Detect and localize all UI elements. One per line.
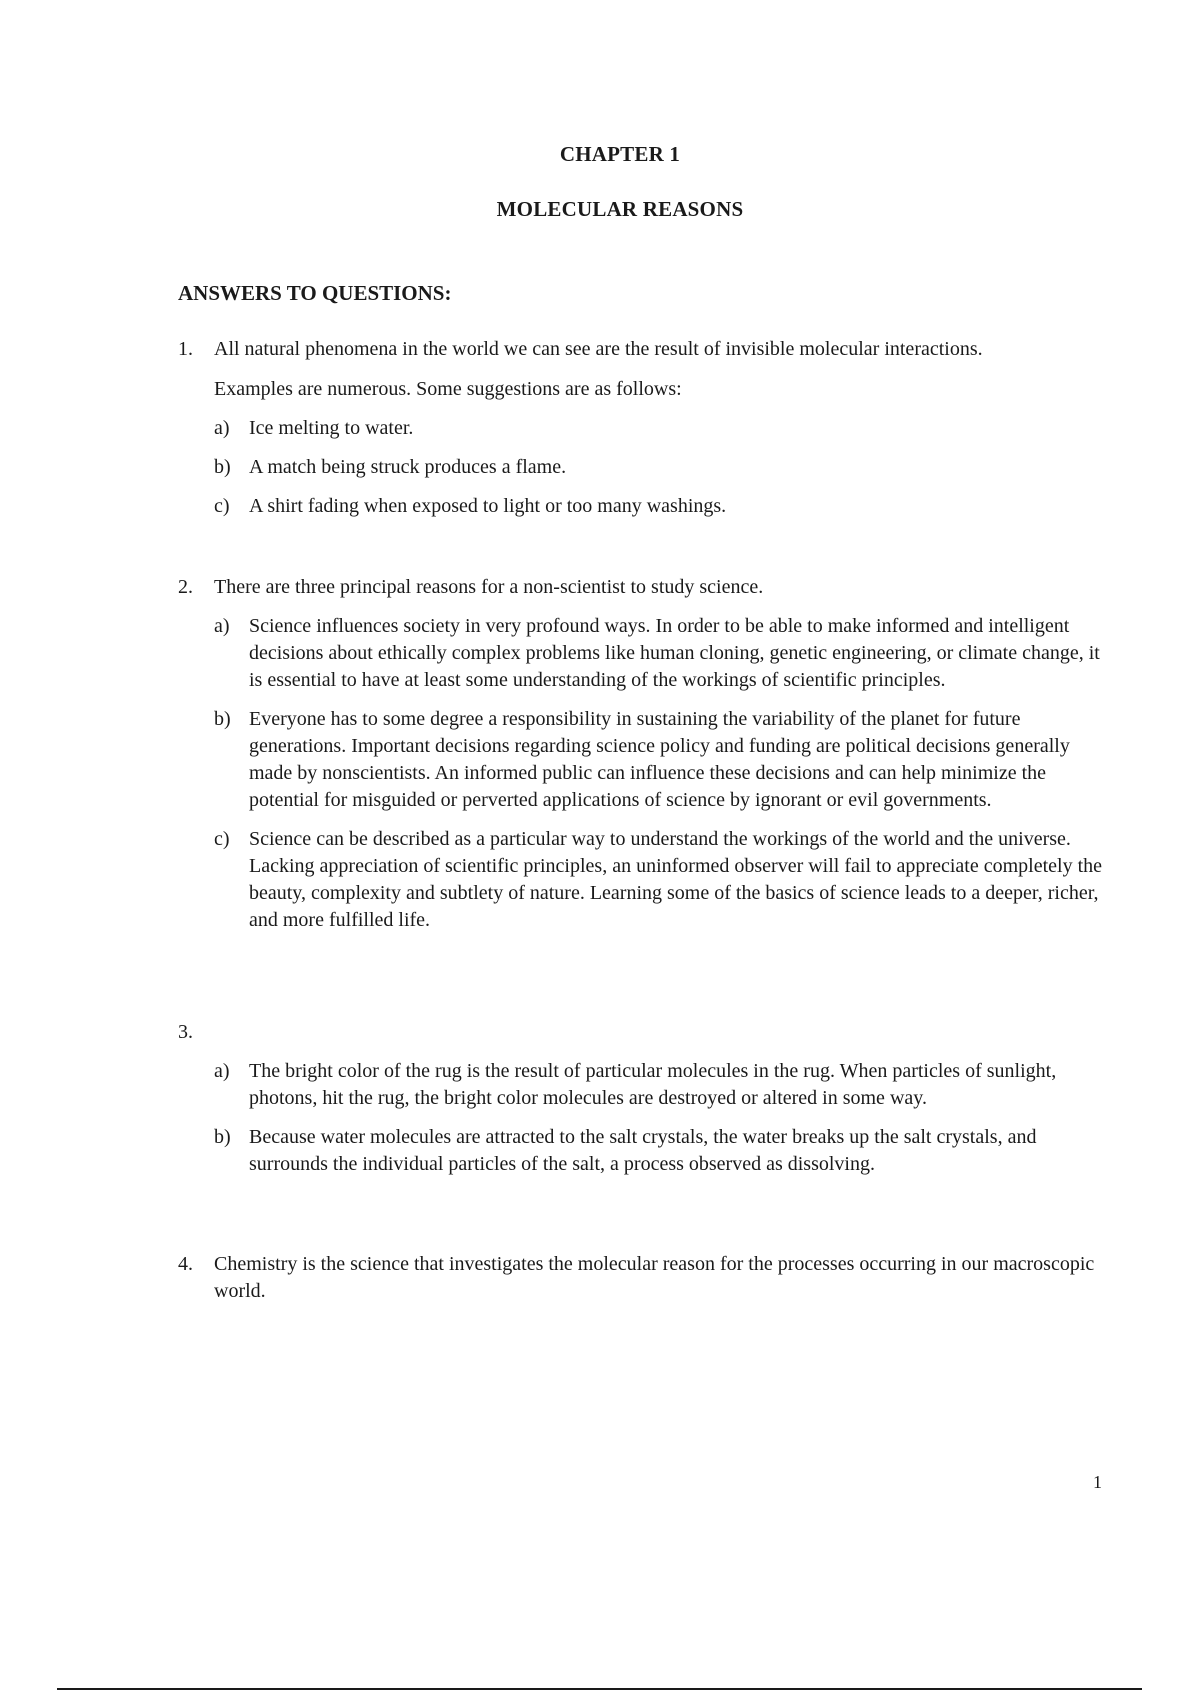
question-number: 2.: [178, 576, 193, 598]
answer-item: [214, 415, 1108, 442]
question-2: [178, 574, 1108, 934]
answer-text: Science can be described as a particular way to understand the workings of the world and the universe. Lacking appreciation of scientific principles, an uninformed observer will fail to appreciate completely the beauty, complexity and subtlety of nature. Learning some of the basics of science leads to a deeper, richer, and more fulfilled life.: [249, 828, 1103, 931]
answer-item: [214, 454, 1108, 481]
answer-letter: b): [214, 1126, 231, 1148]
answer-letter: a): [214, 1060, 230, 1082]
answer-list: [214, 1058, 1108, 1178]
answer-item: [214, 1058, 1108, 1112]
footer-divider: [57, 1688, 1142, 1690]
question-1: [178, 336, 1108, 520]
answer-letter: a): [214, 417, 230, 439]
answer-letter: c): [214, 495, 230, 517]
answer-letter: a): [214, 615, 230, 637]
answer-item: [214, 706, 1108, 814]
answer-item: [214, 826, 1108, 934]
question-number: 4.: [178, 1253, 193, 1275]
section-heading: ANSWERS TO QUESTIONS:: [178, 281, 452, 305]
question-3: [178, 1019, 1108, 1178]
answer-letter: b): [214, 708, 231, 730]
answer-item: [214, 493, 1108, 520]
page-number: 1: [1093, 1472, 1102, 1492]
question-number: 3.: [178, 1021, 193, 1043]
answer-text: Science influences society in very profound ways. In order to be able to make informed and intelligent decisions about ethically complex problems like human cloning, genetic engineering, or climate change, it is essential to have at least some understanding of the workings of scientific principles.: [249, 615, 1100, 691]
answer-text: Because water molecules are attracted to the salt crystals, the water breaks up the salt crystals, and surrounds the individual particles of the salt, a process observed as dissolving.: [249, 1126, 1037, 1175]
question-text: All natural phenomena in the world we can see are the result of invisible molecular interactions.: [214, 338, 983, 360]
answer-item: [214, 613, 1108, 694]
chapter-subtitle: MOLECULAR REASONS: [496, 197, 744, 221]
question-4: [178, 1251, 1108, 1305]
question-text: There are three principal reasons for a non-scientist to study science.: [214, 576, 764, 598]
answer-text: Everyone has to some degree a responsibility in sustaining the variability of the planet for future generations. Important decisions regarding science policy and funding are political decisions generally made by nonscientists. An informed public can influence these decisions and can help minimize the potential for misguided or perverted applications of science by ignorant or evil governments.: [249, 708, 1070, 811]
answer-text: Ice melting to water.: [249, 417, 414, 439]
answer-list: [214, 415, 1108, 520]
answer-text: The bright color of the rug is the result of particular molecules in the rug. When particles of sunlight, photons, hit the rug, the bright color molecules are destroyed or altered in some way.: [249, 1060, 1057, 1109]
answer-item: [214, 1124, 1108, 1178]
answer-letter: b): [214, 456, 231, 478]
chapter-title: CHAPTER 1: [559, 142, 681, 166]
question-text: Chemistry is the science that investigates the molecular reason for the processes occurring in our macroscopic world.: [214, 1253, 1095, 1302]
answer-text: A match being struck produces a flame.: [249, 456, 567, 478]
answer-text: A shirt fading when exposed to light or too many washings.: [249, 495, 727, 517]
answer-list: [214, 613, 1108, 934]
answer-letter: c): [214, 828, 230, 850]
question-number: 1.: [178, 338, 193, 360]
question-note: Examples are numerous. Some suggestions are as follows:: [214, 378, 682, 400]
